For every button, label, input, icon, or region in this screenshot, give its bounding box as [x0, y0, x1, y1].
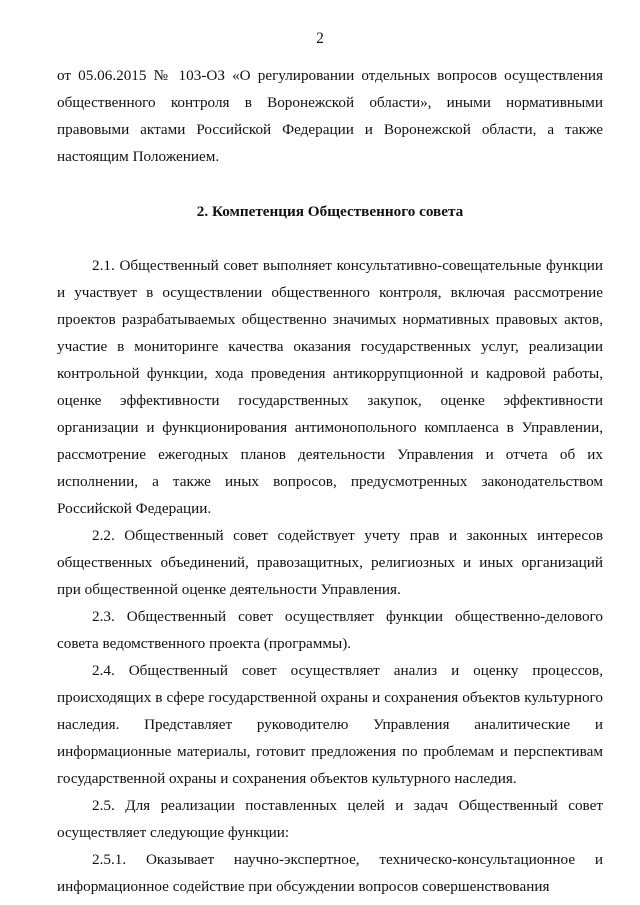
paragraph-2-5: 2.5. Для реализации поставленных целей и задач Общественный совет осуществляет следующие функции:	[57, 797, 603, 841]
paragraph-2-2: 2.2. Общественный совет содействует учету прав и законных интересов общественных объединений, правозащитных, религиозных и иных организаций при общественной оценке деятельности Управления.	[57, 527, 603, 598]
paragraph-2-4: 2.4. Общественный совет осуществляет анализ и оценку процессов, происходящих в сфере государственной охраны и сохранения объектов культурного наследия. Представляет руководителю Управления аналитические и информационные материалы, готовит предложения по проблемам и перспективам государственной охраны и сохранения объектов культурного наследия.	[57, 662, 603, 787]
document-body	[57, 62, 603, 900]
page-number: 2	[316, 30, 324, 47]
paragraph-2-1: 2.1. Общественный совет выполняет консультативно-совещательные функции и участвует в осуществлении общественного контроля, включая рассмотрение проектов разрабатываемых общественно значимых нормативных правовых актов, участие в мониторинге качества оказания государственных услуг, реализации контрольной функции, хода проведения антикоррупционной и кадровой работы, оценке эффективности государственных закупок, оценке эффективности организации и функционирования антимонопольного комплаенса в Управлении, рассмотрение ежегодных планов деятельности Управления и отчета об их исполнении, а также иных вопросов, предусмотренных законодательством Российской Федерации.	[57, 257, 603, 517]
paragraph-2-5-1: 2.5.1. Оказывает научно-экспертное, техническо-консультационное и информационное содействие при обсуждении вопросов совершенствования	[57, 851, 603, 895]
paragraph-2-3: 2.3. Общественный совет осуществляет функции общественно-делового совета ведомственного проекта (программы).	[57, 608, 603, 652]
section-heading: 2. Компетенция Общественного совета	[196, 203, 464, 220]
intro-paragraph: от 05.06.2015 № 103-ОЗ «О регулировании отдельных вопросов осуществления общественного контроля в Воронежской области», иными нормативными правовыми актами Российской Федерации и Воронежской области, а также настоящим Положением.	[57, 67, 603, 165]
